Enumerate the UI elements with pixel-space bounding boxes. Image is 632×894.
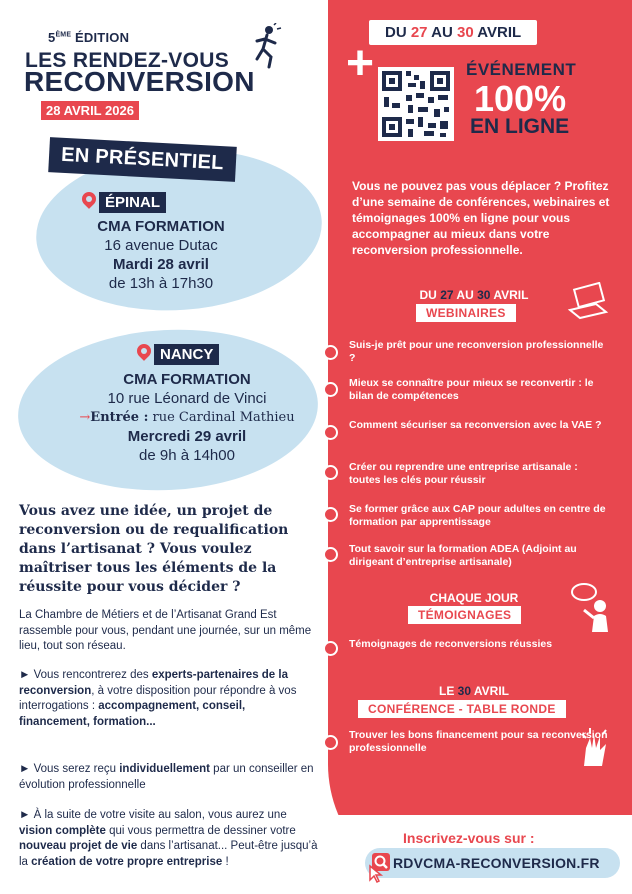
webinar-item: Se former grâce aux CAP pour adultes en centre de formation par apprentissage — [349, 503, 606, 528]
conference-date: LE 30 AVRIL — [438, 684, 510, 698]
venue-name: CMA FORMATION — [123, 371, 251, 388]
venue-entry: →Entrée : rue Cardinal Mathieu — [79, 410, 295, 425]
webinar-item: Comment sécuriser sa reconversion avec la VAE ? — [349, 419, 602, 431]
edition-label: 5ÈME ÉDITION — [48, 30, 130, 45]
paragraph-vision: ► À la suite de votre visite au salon, vous aurez une vision complète qui vous permettra de dessiner votre nouveau projet de vie dans l’artisanat... Peut-être jusqu’à la création de votre propre entreprise ! — [19, 809, 318, 868]
conference-item: Trouver les bons financement pour sa reconversion professionnelle — [349, 729, 608, 754]
bullet-icon — [323, 345, 338, 360]
bullet-icon — [323, 507, 338, 522]
bullet-icon — [323, 382, 338, 397]
speaking-person-icon — [570, 582, 614, 634]
webinar-item: Mieux se connaître pour mieux se reconvertir : le bilan de compétences — [349, 377, 594, 402]
title-line1: LES RENDEZ-VOUS — [25, 49, 230, 72]
website-url[interactable]: RDVCMA-RECONVERSION.FR — [393, 855, 600, 871]
register-cta: Inscrivez-vous sur : — [403, 830, 535, 846]
venue-address: 16 avenue Dutac — [104, 237, 218, 254]
bullet-icon — [323, 641, 338, 656]
venue-hours: de 9h à 14h00 — [139, 447, 235, 464]
bullet-icon — [323, 735, 338, 750]
plus-icon: + — [346, 37, 375, 90]
temoignages-label: TÉMOIGNAGES — [408, 606, 521, 624]
bullet-icon — [323, 465, 338, 480]
webinaires-label: WEBINAIRES — [416, 304, 516, 322]
event-online-line2: 100% — [474, 78, 567, 119]
paragraph-individual: ► Vous serez reçu individuellement par un conseiller en évolution professionnelle — [19, 763, 314, 791]
webinar-item: Tout savoir sur la formation ADEA (Adjoint au dirigeant d’entreprise artisanale) — [349, 543, 577, 568]
venue-name: CMA FORMATION — [97, 218, 225, 235]
paragraph-experts: ► Vous rencontrerez des experts-partenaires de la reconversion, à votre disposition pour répondre à vos interrogations : accompagnement, conseil, financement, formation... — [19, 669, 297, 728]
city-nancy: NANCY — [154, 344, 219, 365]
city-epinal: ÉPINAL — [99, 192, 166, 213]
event-online-line1: ÉVÉNEMENT — [466, 60, 577, 79]
event-online-line3: EN LIGNE — [470, 115, 570, 138]
running-person-icon — [249, 23, 283, 69]
conference-label: CONFÉRENCE - TABLE RONDE — [358, 700, 566, 718]
title-line2: RECONVERSION — [24, 66, 255, 97]
temoignages-date: CHAQUE JOUR — [429, 591, 519, 605]
paragraph-cma: La Chambre de Métiers et de l’Artisanat Grand Est rassemble pour vous, pendant une journée, sur un même lieu, tout son réseau. — [19, 609, 312, 652]
online-intro: Vous ne pouvez pas vous déplacer ? Profitez d’une semaine de conférences, webinaires et témoignages 100% en ligne pour vous accompagner au mieux dans votre reconversion professionnelle. — [352, 179, 610, 257]
bullet-icon — [323, 547, 338, 562]
intro-question: Vous avez une idée, un projet de reconversion ou de requalification dans l’artisanat ? Vous voulez maîtriser tous les éléments de la réussite pour vous décider ? — [19, 503, 289, 595]
venue-day: Mercredi 29 avril — [127, 428, 247, 445]
online-dates-badge: DU 27 AU 30 AVRIL — [369, 20, 537, 45]
venue-address: 10 rue Léonard de Vinci — [107, 390, 267, 407]
temoignage-item: Témoignages de reconversions réussies — [349, 638, 553, 650]
venue-epinal — [36, 217, 286, 293]
venue-nancy — [62, 370, 312, 465]
venue-day: Mardi 28 avril — [113, 256, 209, 273]
event-date-badge: 28 AVRIL 2026 — [41, 101, 139, 120]
arrow-right-icon: → — [79, 410, 91, 425]
qr-code-icon — [378, 67, 454, 141]
presentiel-label: EN PRÉSENTIEL — [48, 137, 236, 182]
laptop-icon — [566, 282, 610, 322]
webinar-item: Suis-je prêt pour une reconversion professionnelle ? — [349, 339, 604, 364]
cursor-icon — [368, 864, 384, 884]
venue-hours: de 13h à 17h30 — [108, 275, 214, 292]
bullet-icon — [323, 425, 338, 440]
webinar-item: Créer ou reprendre une entreprise artisanale : toutes les clés pour réussir — [349, 461, 578, 486]
webinaires-date: DU 27 AU 30 AVRIL — [419, 288, 529, 302]
